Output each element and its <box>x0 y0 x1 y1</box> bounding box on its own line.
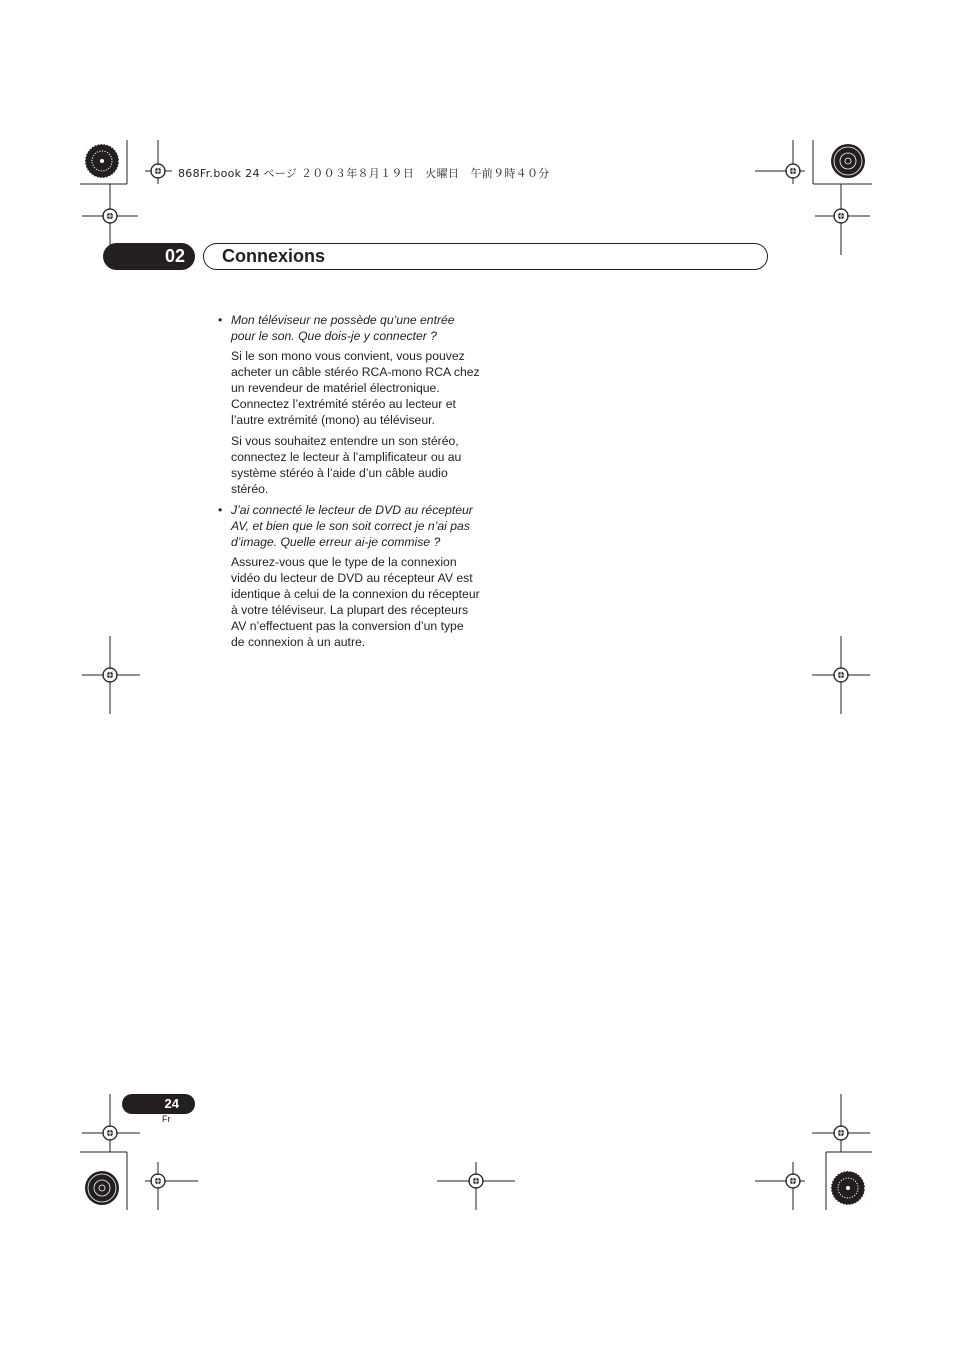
starburst-top-left <box>85 144 119 178</box>
faq-answer: Si vous souhaitez entendre un son stéréo, connectez le lecteur à l’amplificateur ou au système stéréo à l’aide d’un câble audio stéréo. <box>231 434 462 496</box>
page-number-badge: 24 <box>122 1094 195 1114</box>
chapter-title: Connexions <box>222 246 326 266</box>
starburst-bottom-left <box>85 1171 119 1205</box>
print-header: 868Fr.book 24 ページ ２００３年８月１９日 火曜日 午前９時４０分 <box>178 167 550 180</box>
page-language: Fr <box>162 1114 171 1124</box>
faq-list <box>218 312 480 655</box>
faq-item <box>218 502 480 650</box>
faq-answer: Si le son mono vous convient, vous pouvez acheter un câble stéréo RCA-mono RCA chez un revendeur de matériel électronique. Connectez l’extrémité stéréo au lecteur et l’autre extrémité (mono) au téléviseur. <box>231 349 480 427</box>
faq-answer: Assurez-vous que le type de la connexion vidéo du lecteur de DVD au récepteur AV est identique à celui de la connexion du récepteur à votre téléviseur. La plupart des récepteurs AV n’effectuent pas la conversion d’un type de connexion à un autre. <box>231 555 480 649</box>
chapter-number-badge: 02 <box>103 243 195 270</box>
bullet-icon: • <box>218 503 223 517</box>
chapter-title-bar <box>203 243 768 270</box>
faq-question: J’ai connecté le lecteur de DVD au récepteur AV, et bien que le son soit correct je n’ai pas d’image. Quelle erreur ai-je commise ? <box>231 503 473 549</box>
bullet-icon: • <box>218 313 223 327</box>
starburst-top-right <box>831 144 865 178</box>
starburst-bottom-right <box>831 1171 865 1205</box>
faq-question: Mon téléviseur ne possède qu’une entrée pour le son. Que dois-je y connecter ? <box>231 313 455 343</box>
faq-item <box>218 312 480 497</box>
